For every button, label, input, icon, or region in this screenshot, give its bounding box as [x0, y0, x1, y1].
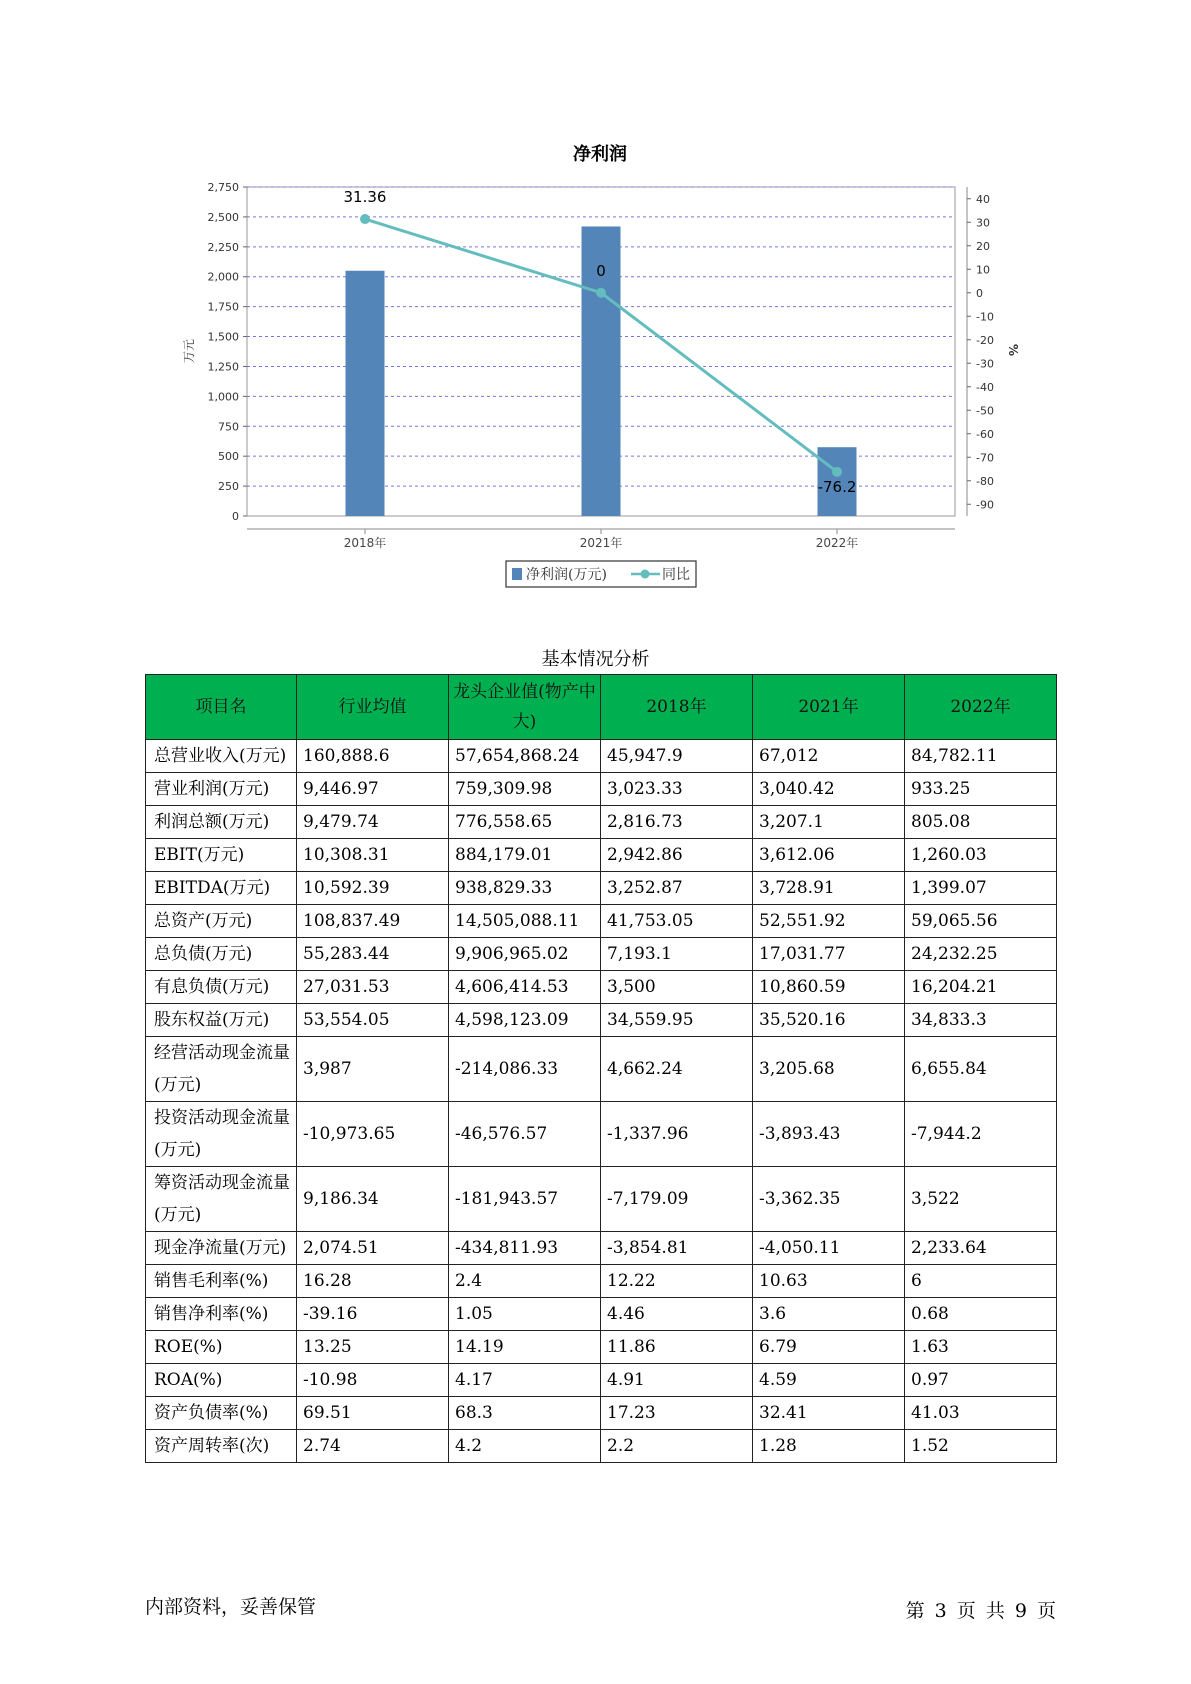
cell-value-2022: 1.63	[905, 1331, 1057, 1364]
cell-value-2018: 2,942.86	[601, 839, 753, 872]
cell-leader-value: 68.3	[449, 1397, 601, 1430]
y2-tick-label: -80	[976, 474, 994, 488]
cell-value-2018: 17.23	[601, 1397, 753, 1430]
table-row	[146, 971, 1057, 1004]
cell-value-2018: -7,179.09	[601, 1167, 753, 1232]
cell-item-name: 营业利润(万元)	[146, 773, 297, 806]
y-tick-label: 2,750	[207, 181, 239, 194]
cell-industry-avg: 55,283.44	[297, 938, 449, 971]
y2-tick-label: -20	[976, 333, 994, 347]
table-row	[146, 740, 1057, 773]
cell-industry-avg: 9,186.34	[297, 1167, 449, 1232]
cell-value-2018: 34,559.95	[601, 1004, 753, 1037]
chart-title: 净利润	[573, 144, 627, 165]
cell-leader-value: 1.05	[449, 1298, 601, 1331]
cell-value-2021: 6.79	[753, 1331, 905, 1364]
header-2021: 2021年	[753, 675, 905, 740]
y-tick-label: 1,000	[207, 390, 239, 404]
cell-value-2021: 17,031.77	[753, 938, 905, 971]
cell-item-name: 筹资活动现金流量(万元)	[146, 1167, 297, 1232]
cell-industry-avg: 10,308.31	[297, 839, 449, 872]
cell-leader-value: 759,309.98	[449, 773, 601, 806]
table-row	[146, 905, 1057, 938]
cell-value-2018: 3,252.87	[601, 872, 753, 905]
cell-value-2018: 2,816.73	[601, 806, 753, 839]
y-tick-label: 1,750	[207, 300, 239, 314]
y-tick-label: 1,250	[207, 360, 239, 374]
cell-item-name: 资产负债率(%)	[146, 1397, 297, 1430]
yoy-point	[832, 467, 842, 477]
cell-value-2022: 805.08	[905, 806, 1057, 839]
cell-item-name: 有息负债(万元)	[146, 971, 297, 1004]
cell-value-2022: 16,204.21	[905, 971, 1057, 1004]
cell-item-name: 股东权益(万元)	[146, 1004, 297, 1037]
cell-value-2021: 3,612.06	[753, 839, 905, 872]
cell-item-name: 利润总额(万元)	[146, 806, 297, 839]
cell-item-name: 资产周转率(次)	[146, 1430, 297, 1463]
yoy-data-label: 0	[596, 261, 606, 280]
yoy-point	[360, 214, 370, 224]
cell-value-2022: 3,522	[905, 1167, 1057, 1232]
y-tick-label: 750	[218, 420, 239, 434]
y-axis-label: 万元	[182, 338, 196, 364]
cell-value-2018: 45,947.9	[601, 740, 753, 773]
cell-industry-avg: 2,074.51	[297, 1232, 449, 1265]
cell-value-2018: 4.91	[601, 1364, 753, 1397]
chart-svg	[0, 0, 1191, 600]
cell-leader-value: 2.4	[449, 1265, 601, 1298]
cell-value-2021: 35,520.16	[753, 1004, 905, 1037]
cell-value-2022: 84,782.11	[905, 740, 1057, 773]
yoy-data-label: -76.2	[817, 477, 857, 496]
x-tick-label: 2018年	[343, 536, 387, 550]
table-row	[146, 806, 1057, 839]
table-row	[146, 773, 1057, 806]
cell-leader-value: 4,598,123.09	[449, 1004, 601, 1037]
cell-item-name: 销售毛利率(%)	[146, 1265, 297, 1298]
cell-value-2022: 6	[905, 1265, 1057, 1298]
cell-industry-avg: 160,888.6	[297, 740, 449, 773]
cell-industry-avg: 27,031.53	[297, 971, 449, 1004]
y2-tick-label: -30	[976, 357, 994, 371]
y2-tick-label: 10	[976, 263, 990, 277]
y2-tick-label: -70	[976, 451, 994, 465]
y-tick-label: 2,500	[207, 210, 239, 224]
cell-item-name: EBIT(万元)	[146, 839, 297, 872]
basic-analysis-table	[145, 674, 1057, 1463]
y-tick-label: 250	[218, 480, 239, 494]
cell-industry-avg: 9,446.97	[297, 773, 449, 806]
cell-value-2021: 32.41	[753, 1397, 905, 1430]
cell-item-name: 经营活动现金流量(万元)	[146, 1037, 297, 1102]
table-row	[146, 1364, 1057, 1397]
y2-tick-label: 20	[976, 239, 990, 253]
cell-leader-value: -46,576.57	[449, 1102, 601, 1167]
table-row	[146, 1397, 1057, 1430]
net-profit-chart	[0, 0, 1191, 600]
cell-value-2018: -1,337.96	[601, 1102, 753, 1167]
y-tick-label: 0	[232, 510, 239, 523]
cell-value-2021: 3,205.68	[753, 1037, 905, 1102]
cell-leader-value: 14.19	[449, 1331, 601, 1364]
cell-item-name: 总营业收入(万元)	[146, 740, 297, 773]
cell-value-2018: 7,193.1	[601, 938, 753, 971]
cell-value-2021: 10,860.59	[753, 971, 905, 1004]
cell-item-name: 销售净利率(%)	[146, 1298, 297, 1331]
cell-leader-value: 9,906,965.02	[449, 938, 601, 971]
cell-value-2021: 4.59	[753, 1364, 905, 1397]
cell-item-name: 现金净流量(万元)	[146, 1232, 297, 1265]
cell-value-2018: 12.22	[601, 1265, 753, 1298]
cell-leader-value: 4.17	[449, 1364, 601, 1397]
y2-tick-label: -90	[976, 498, 994, 512]
cell-industry-avg: -10.98	[297, 1364, 449, 1397]
y2-tick-label: -60	[976, 427, 994, 441]
bar	[346, 271, 385, 516]
cell-value-2018: -3,854.81	[601, 1232, 753, 1265]
y-tick-label: 2,250	[207, 240, 239, 254]
cell-item-name: 总资产(万元)	[146, 905, 297, 938]
cell-industry-avg: 69.51	[297, 1397, 449, 1430]
cell-value-2021: 52,551.92	[753, 905, 905, 938]
yoy-point	[596, 288, 606, 298]
table-row	[146, 1298, 1057, 1331]
y2-tick-label: -10	[976, 310, 994, 324]
header-item-name: 项目名	[146, 675, 297, 740]
cell-leader-value: -181,943.57	[449, 1167, 601, 1232]
cell-value-2018: 4,662.24	[601, 1037, 753, 1102]
y2-tick-label: 30	[976, 216, 990, 230]
cell-value-2022: 2,233.64	[905, 1232, 1057, 1265]
cell-industry-avg: 16.28	[297, 1265, 449, 1298]
table-title: 基本情况分析	[541, 649, 650, 670]
y2-axis-label: %	[1006, 343, 1020, 357]
cell-item-name: 投资活动现金流量(万元)	[146, 1102, 297, 1167]
y2-tick-label: -50	[976, 404, 994, 418]
cell-item-name: ROE(%)	[146, 1331, 297, 1364]
cell-value-2022: 34,833.3	[905, 1004, 1057, 1037]
cell-industry-avg: 108,837.49	[297, 905, 449, 938]
cell-value-2018: 2.2	[601, 1430, 753, 1463]
cell-industry-avg: -10,973.65	[297, 1102, 449, 1167]
cell-industry-avg: 13.25	[297, 1331, 449, 1364]
header-industry-avg: 行业均值	[297, 675, 449, 740]
cell-value-2022: 1,260.03	[905, 839, 1057, 872]
x-tick-label: 2022年	[815, 536, 859, 550]
table-row	[146, 1004, 1057, 1037]
cell-leader-value: -214,086.33	[449, 1037, 601, 1102]
y-tick-label: 500	[218, 450, 239, 464]
cell-value-2021: 1.28	[753, 1430, 905, 1463]
cell-industry-avg: 9,479.74	[297, 806, 449, 839]
y2-tick-label: -40	[976, 380, 994, 394]
cell-value-2021: 3.6	[753, 1298, 905, 1331]
x-tick-label: 2021年	[579, 536, 623, 550]
cell-value-2021: -3,893.43	[753, 1102, 905, 1167]
cell-value-2022: -7,944.2	[905, 1102, 1057, 1167]
legend-line-marker	[641, 570, 650, 579]
legend-bar-swatch	[512, 568, 522, 580]
table-row	[146, 1232, 1057, 1265]
header-2018: 2018年	[601, 675, 753, 740]
cell-value-2018: 4.46	[601, 1298, 753, 1331]
y-tick-label: 2,000	[207, 270, 239, 284]
cell-item-name: 总负债(万元)	[146, 938, 297, 971]
header-leader-value: 龙头企业值(物产中大)	[449, 675, 601, 740]
footer-confidential: 内部资料，妥善保管	[145, 1596, 317, 1618]
cell-value-2022: 933.25	[905, 773, 1057, 806]
cell-leader-value: 938,829.33	[449, 872, 601, 905]
table-header-row	[146, 675, 1057, 740]
cell-value-2022: 24,232.25	[905, 938, 1057, 971]
cell-value-2018: 3,023.33	[601, 773, 753, 806]
table-row	[146, 1430, 1057, 1463]
header-2022: 2022年	[905, 675, 1057, 740]
cell-leader-value: 776,558.65	[449, 806, 601, 839]
cell-value-2021: 10.63	[753, 1265, 905, 1298]
cell-leader-value: 14,505,088.11	[449, 905, 601, 938]
cell-industry-avg: 53,554.05	[297, 1004, 449, 1037]
table-row	[146, 1037, 1057, 1102]
yoy-data-label: 31.36	[343, 188, 387, 207]
y2-tick-label: 40	[976, 192, 990, 206]
cell-value-2018: 3,500	[601, 971, 753, 1004]
cell-leader-value: 4,606,414.53	[449, 971, 601, 1004]
table-row	[146, 1102, 1057, 1167]
table-row	[146, 1331, 1057, 1364]
cell-value-2022: 41.03	[905, 1397, 1057, 1430]
table-body	[146, 740, 1057, 1463]
cell-value-2021: 3,207.1	[753, 806, 905, 839]
cell-value-2018: 11.86	[601, 1331, 753, 1364]
y2-tick-label: 0	[976, 286, 983, 300]
cell-value-2022: 6,655.84	[905, 1037, 1057, 1102]
cell-industry-avg: 2.74	[297, 1430, 449, 1463]
table-row	[146, 1167, 1057, 1232]
cell-industry-avg: -39.16	[297, 1298, 449, 1331]
cell-value-2021: 67,012	[753, 740, 905, 773]
table-row	[146, 938, 1057, 971]
cell-value-2022: 59,065.56	[905, 905, 1057, 938]
cell-item-name: ROA(%)	[146, 1364, 297, 1397]
cell-value-2022: 0.97	[905, 1364, 1057, 1397]
table-row	[146, 872, 1057, 905]
cell-industry-avg: 10,592.39	[297, 872, 449, 905]
cell-value-2021: -4,050.11	[753, 1232, 905, 1265]
cell-value-2022: 1.52	[905, 1430, 1057, 1463]
cell-leader-value: 4.2	[449, 1430, 601, 1463]
cell-industry-avg: 3,987	[297, 1037, 449, 1102]
footer-page-number: 第 3 页 共 9 页	[905, 1600, 1056, 1622]
table-row	[146, 839, 1057, 872]
cell-item-name: EBITDA(万元)	[146, 872, 297, 905]
cell-value-2021: 3,040.42	[753, 773, 905, 806]
cell-value-2018: 41,753.05	[601, 905, 753, 938]
cell-value-2022: 1,399.07	[905, 872, 1057, 905]
cell-value-2022: 0.68	[905, 1298, 1057, 1331]
cell-leader-value: -434,811.93	[449, 1232, 601, 1265]
cell-leader-value: 884,179.01	[449, 839, 601, 872]
cell-value-2021: 3,728.91	[753, 872, 905, 905]
table-row	[146, 1265, 1057, 1298]
legend-bar-label: 净利润(万元)	[526, 567, 607, 583]
legend-line-label: 同比	[662, 567, 690, 583]
cell-leader-value: 57,654,868.24	[449, 740, 601, 773]
cell-value-2021: -3,362.35	[753, 1167, 905, 1232]
y-tick-label: 1,500	[207, 330, 239, 344]
